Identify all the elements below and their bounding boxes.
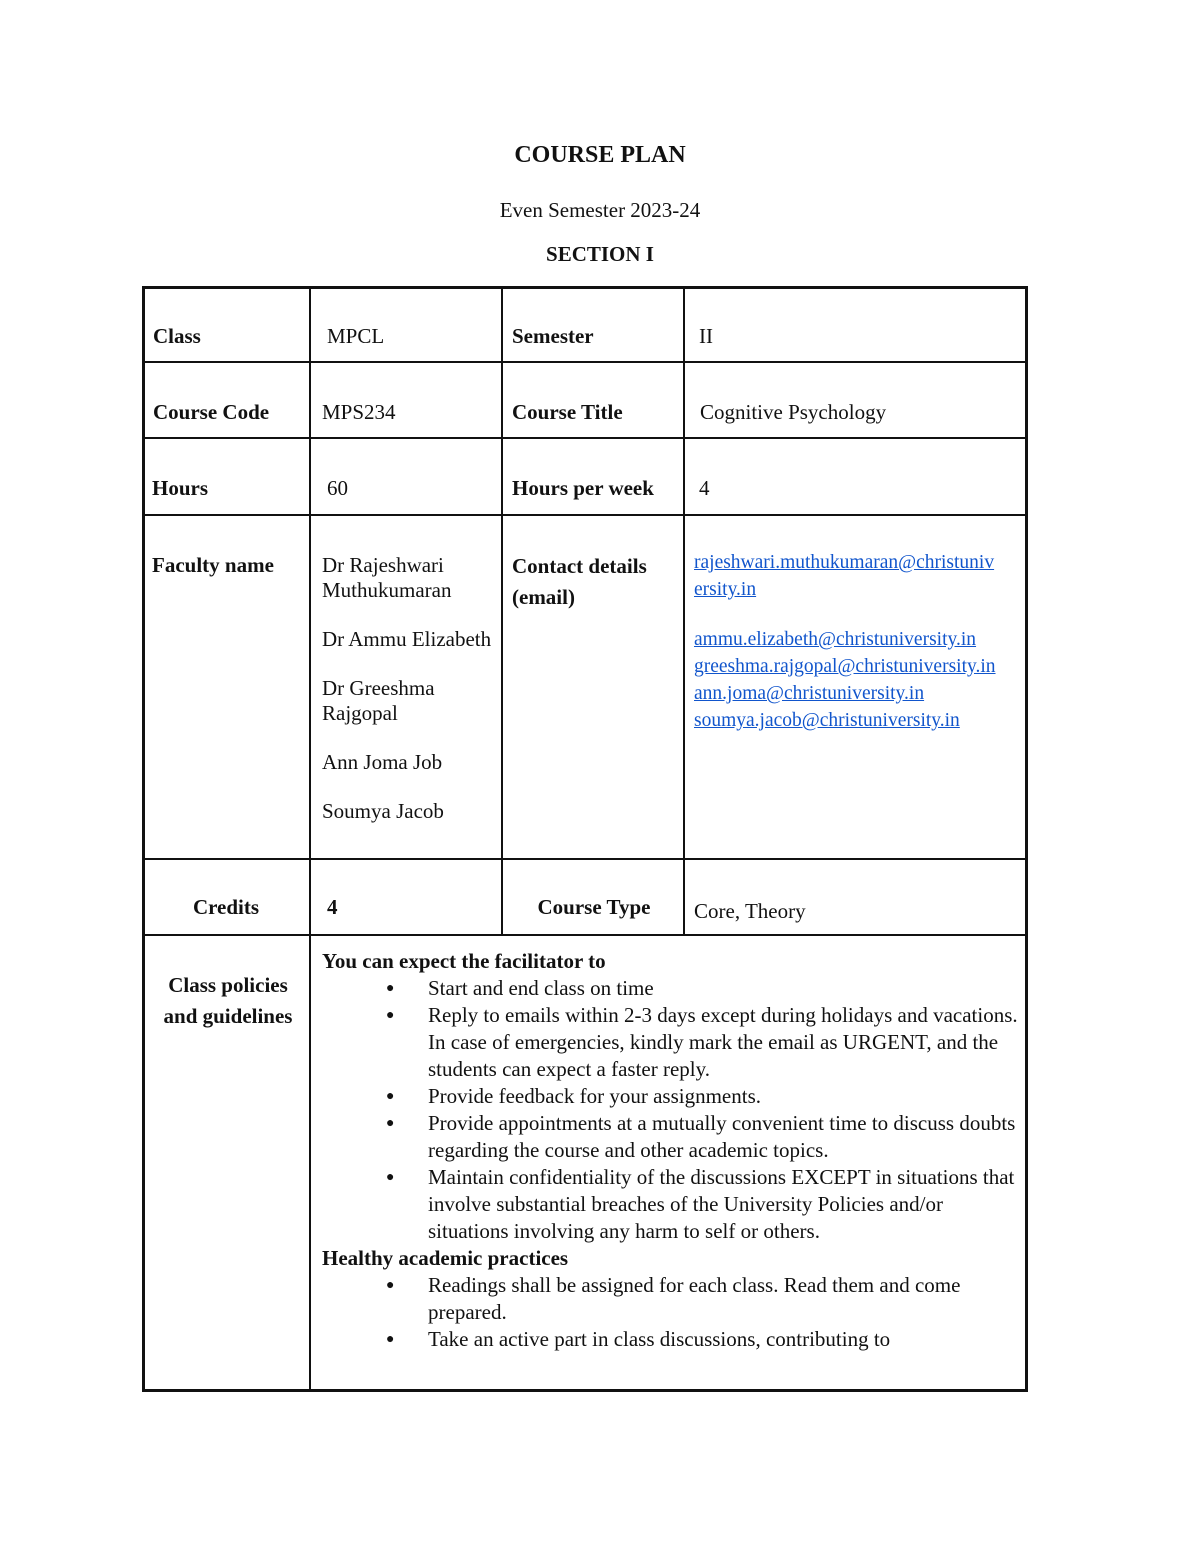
faculty-name: Dr Rajeshwari Muthukumaran — [322, 553, 452, 602]
column-divider — [309, 286, 311, 1392]
practices-heading: Healthy academic practices — [322, 1246, 569, 1270]
hours-per-week-value: 4 — [699, 476, 710, 500]
course-code-label: Course Code — [153, 400, 270, 424]
course-type-value: Core, Theory — [694, 899, 806, 923]
list-item: ● Reply to emails within 2-3 days except during holidays and vacations. In case of emergencies, kindly mark the email as URGENT, and the students can expect a faster reply. — [322, 1002, 1022, 1083]
faculty-list — [322, 553, 492, 824]
row-divider — [142, 514, 1028, 516]
faculty-name: Dr Greeshma Rajgopal — [322, 676, 435, 725]
email-link[interactable]: rajeshwari.muthukumaran@christuniv — [694, 552, 995, 573]
class-value: MPCL — [327, 324, 385, 348]
class-label: Class — [153, 324, 201, 348]
faculty-label: Faculty name — [152, 553, 274, 577]
contact-label: Contact details (email) — [512, 554, 647, 609]
facilitator-heading: You can expect the facilitator to — [322, 949, 606, 973]
row-divider — [142, 858, 1028, 860]
row-divider — [142, 934, 1028, 936]
email-link[interactable]: ammu.elizabeth@christuniversity.in — [694, 629, 977, 650]
list-item: ● Maintain confidentiality of the discussions EXCEPT in situations that involve substantial breaches of the University Policies and/or situations involving any harm to self or others. — [322, 1164, 1022, 1245]
list-item: ● Take an active part in class discussions, contributing to — [322, 1326, 1022, 1353]
practices-list — [322, 1272, 1022, 1353]
list-item: ● Readings shall be assigned for each class. Read them and come prepared. — [322, 1272, 1022, 1326]
column-divider — [683, 286, 685, 936]
email-link[interactable]: soumya.jacob@christuniversity.in — [694, 710, 960, 731]
semester-subtitle: Even Semester 2023-24 — [499, 198, 701, 222]
faculty-name: Ann Joma Job — [322, 750, 443, 774]
policies-content — [322, 948, 1022, 1353]
list-item: ● Provide feedback for your assignments. — [322, 1083, 1022, 1110]
section-heading: SECTION I — [546, 242, 654, 266]
row-divider — [142, 437, 1028, 439]
course-code-value: MPS234 — [322, 400, 396, 424]
semester-value: II — [699, 324, 713, 348]
hours-value: 60 — [327, 476, 348, 500]
course-title-label: Course Title — [512, 400, 623, 424]
email-link[interactable]: ann.joma@christuniversity.in — [694, 683, 925, 704]
email-link[interactable]: greeshma.rajgopal@christuniversity.in — [694, 656, 996, 677]
credits-value: 4 — [327, 895, 338, 919]
column-divider — [501, 286, 503, 936]
document-title: COURSE PLAN — [514, 142, 686, 168]
list-item: ● Provide appointments at a mutually convenient time to discuss doubts regarding the course and other academic topics. — [322, 1110, 1022, 1164]
faculty-name: Dr Ammu Elizabeth — [322, 627, 492, 651]
hours-label: Hours — [152, 476, 209, 500]
course-plan-table — [142, 286, 1028, 1392]
list-item: ● Start and end class on time — [322, 975, 1022, 1002]
course-type-label: Course Type — [537, 895, 651, 919]
facilitator-list — [322, 975, 1022, 1245]
email-link[interactable]: ersity.in — [694, 579, 757, 600]
row-divider — [142, 361, 1028, 363]
course-title-value: Cognitive Psychology — [700, 400, 887, 424]
policies-label: Class policies and guidelines — [163, 973, 293, 1028]
semester-label: Semester — [512, 324, 594, 348]
faculty-name: Soumya Jacob — [322, 799, 444, 823]
credits-label: Credits — [192, 895, 260, 919]
email-list — [694, 549, 996, 734]
hours-per-week-label: Hours per week — [512, 476, 654, 500]
